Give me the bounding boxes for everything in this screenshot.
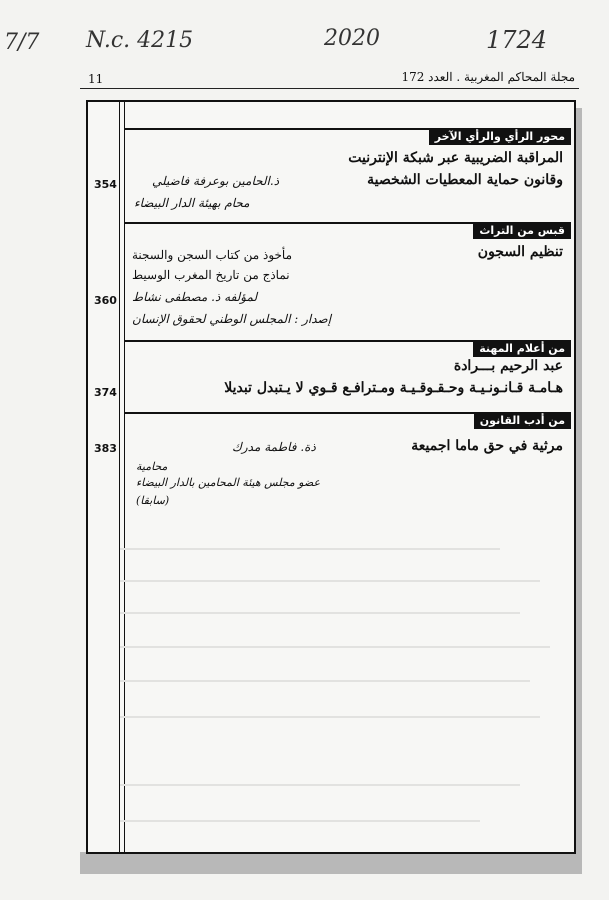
bleed-through bbox=[120, 716, 540, 718]
author-note: عضو مجلس هيئة المحامين بالدار البيضاء bbox=[136, 476, 321, 489]
handwritten-folio: 7/7 bbox=[4, 30, 40, 55]
bleed-through bbox=[120, 580, 540, 582]
section-heritage bbox=[124, 222, 571, 237]
author-note: محام بهيئة الدار البيضاء bbox=[134, 196, 250, 210]
section-label: قبس من التراث bbox=[473, 222, 571, 239]
page-ref: 374 bbox=[94, 386, 117, 399]
author: ذة. فاطمة مدرك bbox=[232, 440, 316, 454]
section-label: من أعلام المهنة bbox=[473, 340, 571, 357]
section-label: من أدب القانون bbox=[474, 412, 571, 429]
header-rule bbox=[80, 88, 579, 89]
section-opinion bbox=[124, 128, 571, 143]
bleed-through bbox=[120, 612, 520, 614]
running-title: مجلة المحاكم المغربية . العدد 172 bbox=[401, 70, 575, 84]
source-subtitle: نماذج من تاريخ المغرب الوسيط bbox=[132, 268, 290, 282]
article-title: تنظيم السجون bbox=[477, 244, 563, 260]
article-title-line-2: وقانون حماية المعطيات الشخصية bbox=[367, 172, 563, 188]
bleed-through bbox=[120, 784, 520, 786]
handwritten-code: 1724 bbox=[486, 26, 548, 54]
bleed-through bbox=[120, 820, 480, 822]
author: لمؤلفه ذ. مصطفى نشاط bbox=[132, 290, 258, 304]
author: ذ.الحامين بوعرفة فاضيلي bbox=[152, 174, 280, 188]
page-ref: 354 bbox=[94, 178, 117, 191]
page-ref: 360 bbox=[94, 294, 117, 307]
frame-shadow-bottom bbox=[80, 852, 582, 874]
bleed-through bbox=[120, 548, 500, 550]
handwritten-reference: N.c. 4215 bbox=[86, 28, 194, 53]
page-column-rule-inner bbox=[124, 100, 125, 852]
page-ref: 383 bbox=[94, 442, 117, 455]
author-note: محامية bbox=[136, 460, 168, 473]
article-title: عبد الرحيم بـــرادة bbox=[453, 358, 563, 374]
page-number: 11 bbox=[88, 72, 104, 86]
article-title: المراقبة الضريبية عبر شبكة الإنترنيت bbox=[348, 150, 563, 166]
article-title-line-2: هـامـة قـانـونـيـة وحـقـوقـيـة ومـترافـع قـوي لا يـتبدل تبديلا bbox=[224, 380, 563, 396]
section-law-literature bbox=[124, 412, 571, 427]
section-profession bbox=[124, 340, 571, 355]
section-label: محور الرأي والرأي الآخر bbox=[429, 128, 571, 145]
handwritten-year: 2020 bbox=[324, 26, 380, 51]
bleed-through bbox=[120, 646, 550, 648]
source: مأخوذ من كتاب السجن والسجنة bbox=[132, 248, 293, 262]
page-column-rule bbox=[119, 100, 120, 852]
bleed-through bbox=[120, 680, 530, 682]
publisher-note: إصدار : المجلس الوطني لحقوق الإنسان bbox=[132, 312, 332, 326]
article-title: مرثية في حق ماما اجميعة bbox=[411, 438, 563, 454]
author-note: (سابقا) bbox=[136, 494, 170, 507]
